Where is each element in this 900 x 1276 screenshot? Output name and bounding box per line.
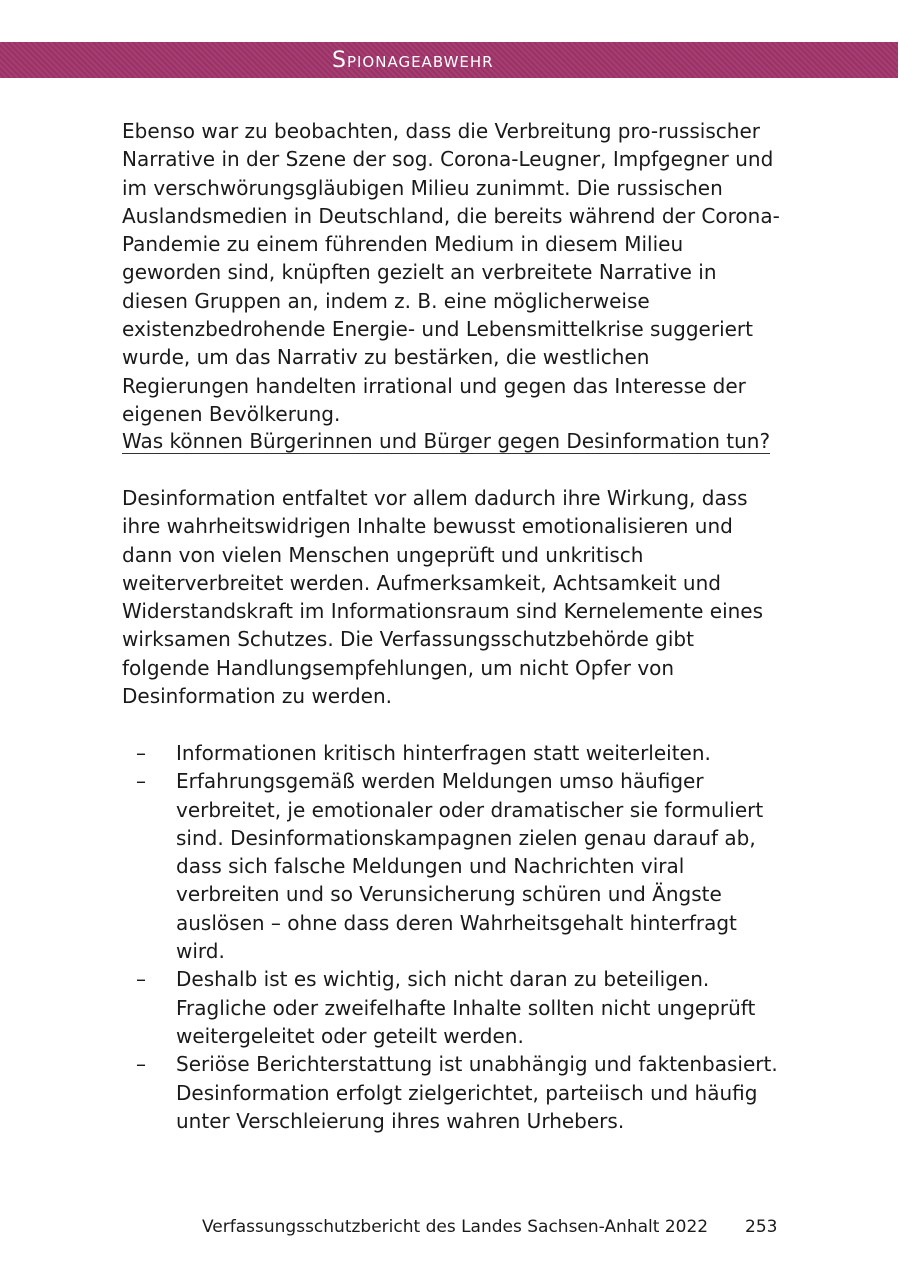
list-item [122, 739, 782, 767]
bullet-dash: – [136, 967, 146, 992]
section-heading-text: Was können Bürgerinnen und Bürger gegen Desinformation tun? [122, 429, 771, 453]
paragraph-russian-narratives: Ebenso war zu beobachten, dass die Verbreitung pro-russischer Narrative in der Szene der sog. Corona-Leugner, Impfgegner und im verschwörungsgläubigen Milieu zunimmt. Die russischen Auslandsmedien in Deutschland, die bereits während der Corona-Pandemie zu einem führenden Medium in diesem Milieu geworden sind, knüpften gezielt an verbreitete Narrative in diesen Gruppen an, indem z. B. eine möglicherweise existenzbedrohende Energie- und Lebensmittelkrise suggeriert wurde, um das Narrativ zu bestärken, die westlichen Regierungen handelten irrational und gegen das Interesse der eigenen Bevölkerung. [122, 119, 780, 426]
bullet-dash: – [136, 769, 146, 794]
list-item-text: Seriöse Berichterstattung ist unabhängig und faktenbasiert. Desinformation erfolgt zielgerichtet, parteiisch und häufig unter Verschleierung ihres wahren Urhebers. [176, 1052, 778, 1133]
footer-publication-title: Verfassungsschutzbericht des Landes Sachsen-Anhalt 2022 [202, 1217, 709, 1237]
list-item-text: Deshalb ist es wichtig, sich nicht daran zu beteiligen. Fragliche oder zweifelhafte Inhalte sollten nicht ungeprüft weitergeleitet oder geteilt werden. [176, 967, 756, 1048]
list-item [122, 1050, 782, 1135]
list-item-text: Erfahrungsgemäß werden Meldungen umso häufiger verbreitet, je emotionaler oder dramatischer sie formuliert sind. Desinformationskampagnen zielen genau darauf ab, dass sich falsche Meldungen und Nachrichten viral verbreiten und so Verunsicherung schüren und Ängste auslösen – ohne dass deren Wahrheitsgehalt hinterfragt wird. [176, 769, 764, 964]
recommendation-list [122, 739, 802, 1135]
section-heading [122, 427, 782, 455]
section-title: Spionageabwehr [332, 48, 494, 73]
bullet-dash: – [136, 1052, 146, 1077]
bullet-dash: – [136, 741, 146, 765]
list-item [122, 965, 782, 1050]
page-number: 253 [745, 1217, 778, 1237]
list-item-text: Informationen kritisch hinterfragen statt weiterleiten. [176, 741, 711, 765]
paragraph-disinformation-effect: Desinformation entfaltet vor allem dadurch ihre Wirkung, dass ihre wahrheitswidrigen Inhalte bewusst emotionalisieren und dann von vielen Menschen ungeprüft und unkritisch weiterverbreitet werden. Aufmerksamkeit, Achtsamkeit und Widerstandskraft im Informationsraum sind Kernelemente eines wirksamen Schutzes. Die Verfassungsschutzbehörde gibt folgende Handlungsempfehlungen, um nicht Opfer von Desinformation zu werden. [122, 486, 764, 709]
list-item [122, 767, 782, 965]
